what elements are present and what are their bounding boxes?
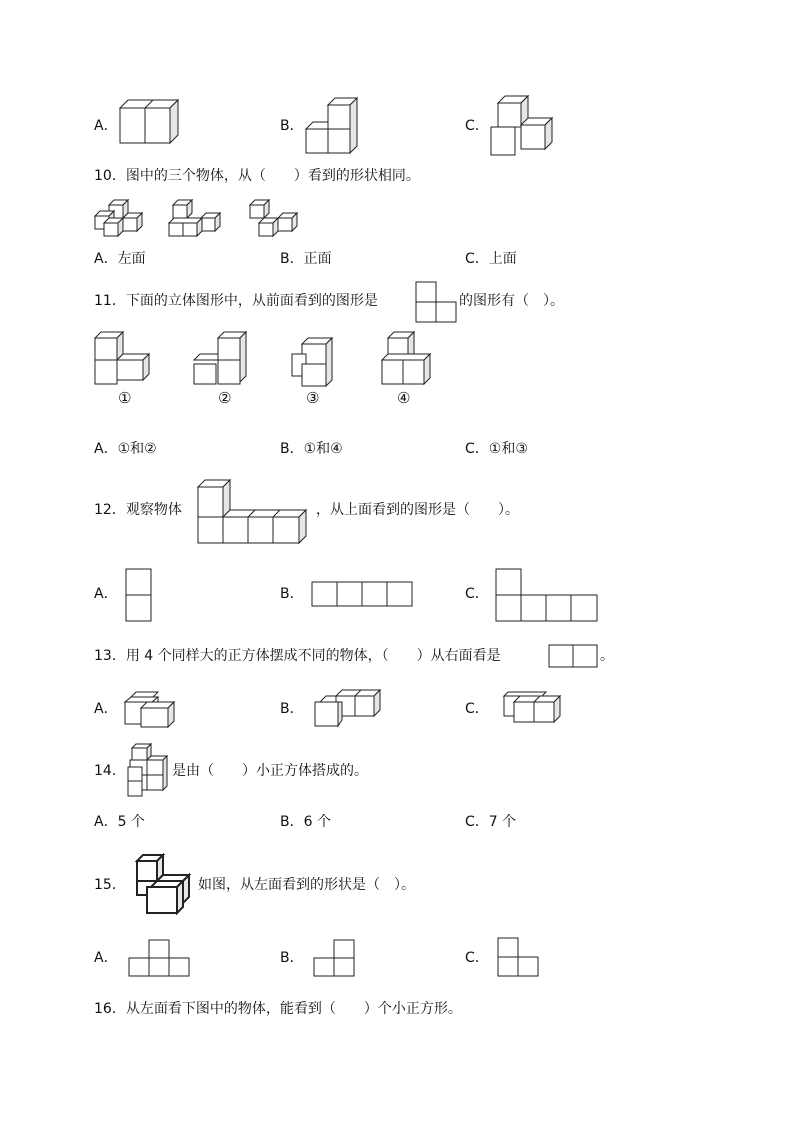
q13-option-a-figure [122,688,180,730]
q11-figure-2 [190,330,252,388]
q11-figure-1 [93,330,155,388]
q14-option-b: B．6 个 [280,814,331,830]
q13-option-c-label: C． [465,701,489,717]
q15-number: 15． [94,877,126,893]
q15-question-text: 如图，从左面看到的形状是（ ）。 [198,877,415,893]
q11-question-end: 的图形有（ ）。 [459,293,564,309]
q16-question: 16．从左面看下图中的物体，能看到（ ）个小正方形。 [94,1001,462,1017]
q10-option-b: B．正面 [280,251,332,267]
q14-option-c: C．7 个 [465,814,517,830]
q10-question: 10．图中的三个物体，从（ ）看到的形状相同。 [94,168,420,184]
q15-option-a-figure [127,938,193,980]
q10-option-c: C．上面 [465,251,517,267]
q11-question-start: 11．下面的立体图形中，从前面看到的图形是 [94,293,378,309]
q11-label-2: ② [218,389,232,407]
q11-label-1: ① [118,389,132,407]
q12-option-c-figure [494,567,602,625]
q15-option-c-label: C． [465,950,489,966]
q15-option-b-figure [312,938,358,980]
q11-front-view-shape [415,281,459,325]
q13-question-start: 13．用 4 个同样大的正方体摆成不同的物体，（ ）从右面看是 [94,648,501,664]
q14-question-text: 是由（ ）小正方体搭成的。 [172,763,368,779]
q12-option-b-label: B． [280,586,304,602]
q11-label-3: ③ [306,389,320,407]
q12-object-figure [196,478,312,546]
q11-option-b: B．①和④ [280,441,343,457]
q15-object-figure [133,853,195,917]
q12-question-end: ，从上面看到的图形是（ ）。 [316,502,519,518]
q9-option-b-label: B． [280,118,304,134]
q11-figure-3 [288,334,340,388]
q13-option-c-figure [500,690,566,728]
q15-option-c-figure [496,936,542,980]
q11-figure-4 [378,330,436,388]
q9-option-c-label: C． [465,118,489,134]
q13-option-a-label: A． [94,701,118,717]
q12-option-a-figure [124,567,154,625]
q13-option-b-figure [312,688,384,730]
q12-question-start: 12．观察物体 [94,502,182,518]
q10-object-1 [94,198,150,240]
q13-right-view-shape [547,643,601,671]
q11-label-4: ④ [397,389,411,407]
q9-option-a-figure [118,100,188,150]
q9-option-a-label: A． [94,118,118,134]
q9-option-b-figure [305,96,365,156]
q10-object-3 [249,198,305,240]
q13-option-b-label: B． [280,701,304,717]
q9-option-c-figure [490,94,560,160]
q14-option-a: A．5 个 [94,814,145,830]
q10-option-a: A．左面 [94,251,146,267]
q12-option-a-label: A． [94,586,118,602]
q15-option-b-label: B． [280,950,304,966]
q11-option-a: A．①和② [94,441,157,457]
q10-object-2 [168,198,228,240]
q11-option-c: C．①和③ [465,441,528,457]
q12-option-c-label: C． [465,586,489,602]
q13-question-end: 。 [600,648,614,664]
q14-number: 14． [94,763,126,779]
q12-option-b-figure [310,580,416,610]
q15-option-a-label: A． [94,950,118,966]
q14-object-figure [124,742,172,800]
